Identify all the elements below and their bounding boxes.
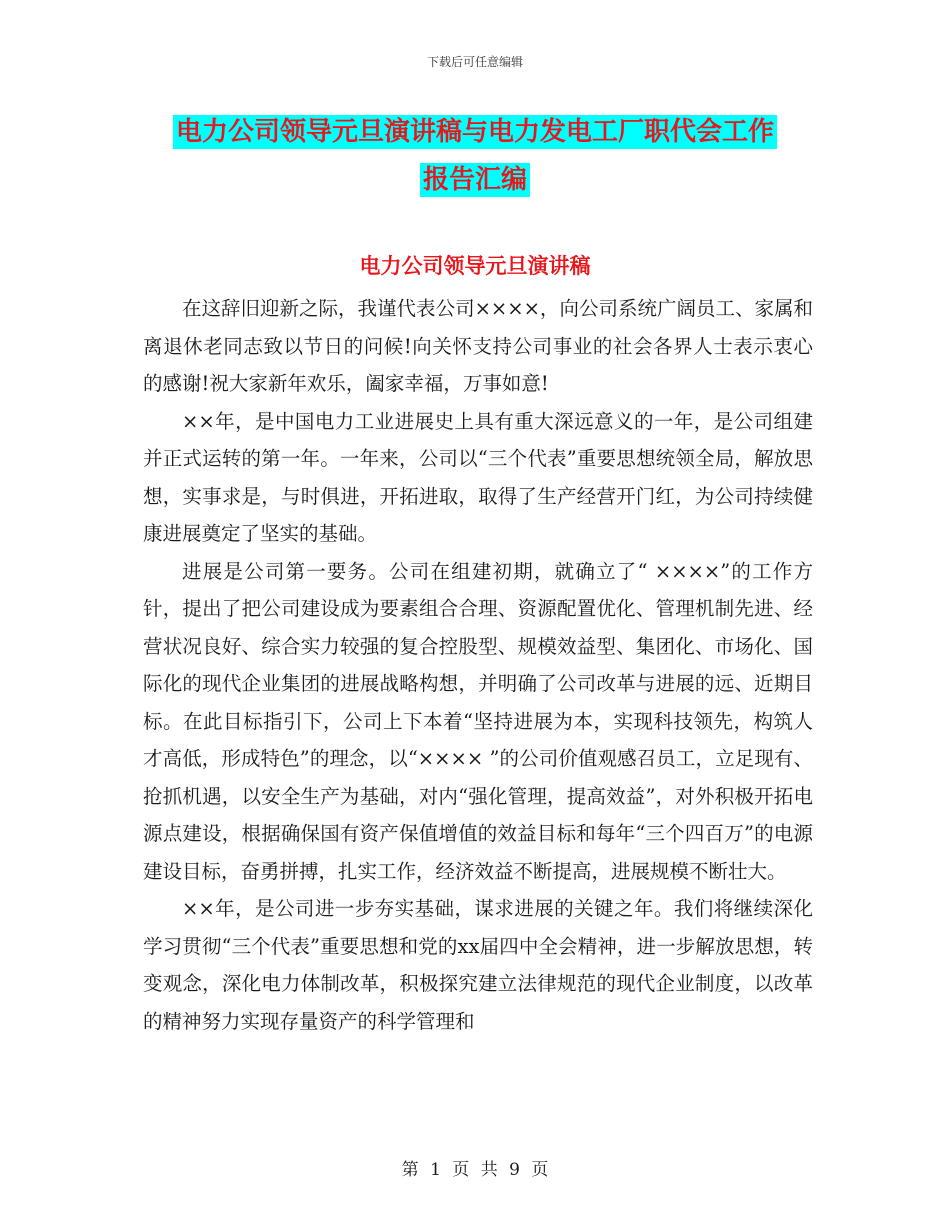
paragraph: 在这辞旧迎新之际，我谨代表公司××××，向公司系统广阔员工、家属和离退休老同志致以节日的问候!向关怀支持公司事业的社会各界人士表示衷心的感谢!祝大家新年欢乐，阖家幸福，万事如意!: [143, 297, 813, 395]
document-title-line-1: 电力公司领导元旦演讲稿与电力发电工厂职代会工作: [173, 115, 777, 149]
header-note: 下载后可任意编辑: [426, 55, 523, 69]
paragraph: ××年，是中国电力工业进展史上具有重大深远意义的一年，是公司组建并正式运转的第一年。一年来，公司以“三个代表”重要思想统领全局，解放思想，实事求是，与时俱进，开拓进取，取得了生产经营开门红，为公司持续健康进展奠定了坚实的基础。: [143, 409, 813, 545]
body-text: [143, 290, 813, 1040]
section-title: 电力公司领导元旦演讲稿: [359, 254, 591, 278]
document-title: [140, 108, 810, 204]
paragraph: 进展是公司第一要务。公司在组建初期，就确立了“ ××××”的工作方针，提出了把公司建设成为要素组合合理、资源配置优化、管理机制先进、经营状况良好、综合实力较强的复合控股型、规模效益型、集团化、市场化、国际化的现代企业集团的进展战略构想，并明确了公司改革与进展的远、近期目标。在此目标指引下，公司上下本着“坚持进展为本，实现科技领先，构筑人才高低，形成特色”的理念，以“×××× ”的公司价值观感召员工，立足现有、抢抓机遇，以安全生产为基础，对内“强化管理，提高效益”，对外积极开拓电源点建设，根据确保国有资产保值增值的效益目标和每年“三个四百万”的电源建设目标，奋勇拼搏，扎实工作，经济效益不断提高，进展规模不断壮大。: [143, 559, 813, 883]
page-number-footer: 第 1 页 共 9 页: [401, 1160, 549, 1180]
document-title-line-2: 报告汇编: [420, 163, 530, 197]
paragraph: ××年，是公司进一步夯实基础，谋求进展的关键之年。我们将继续深化学习贯彻“三个代表”重要思想和党的xx届四中全会精神，进一步解放思想，转变观念，深化电力体制改革，积极探究建立法律规范的现代企业制度，以改革的精神努力实现存量资产的科学管理和: [143, 897, 813, 1033]
